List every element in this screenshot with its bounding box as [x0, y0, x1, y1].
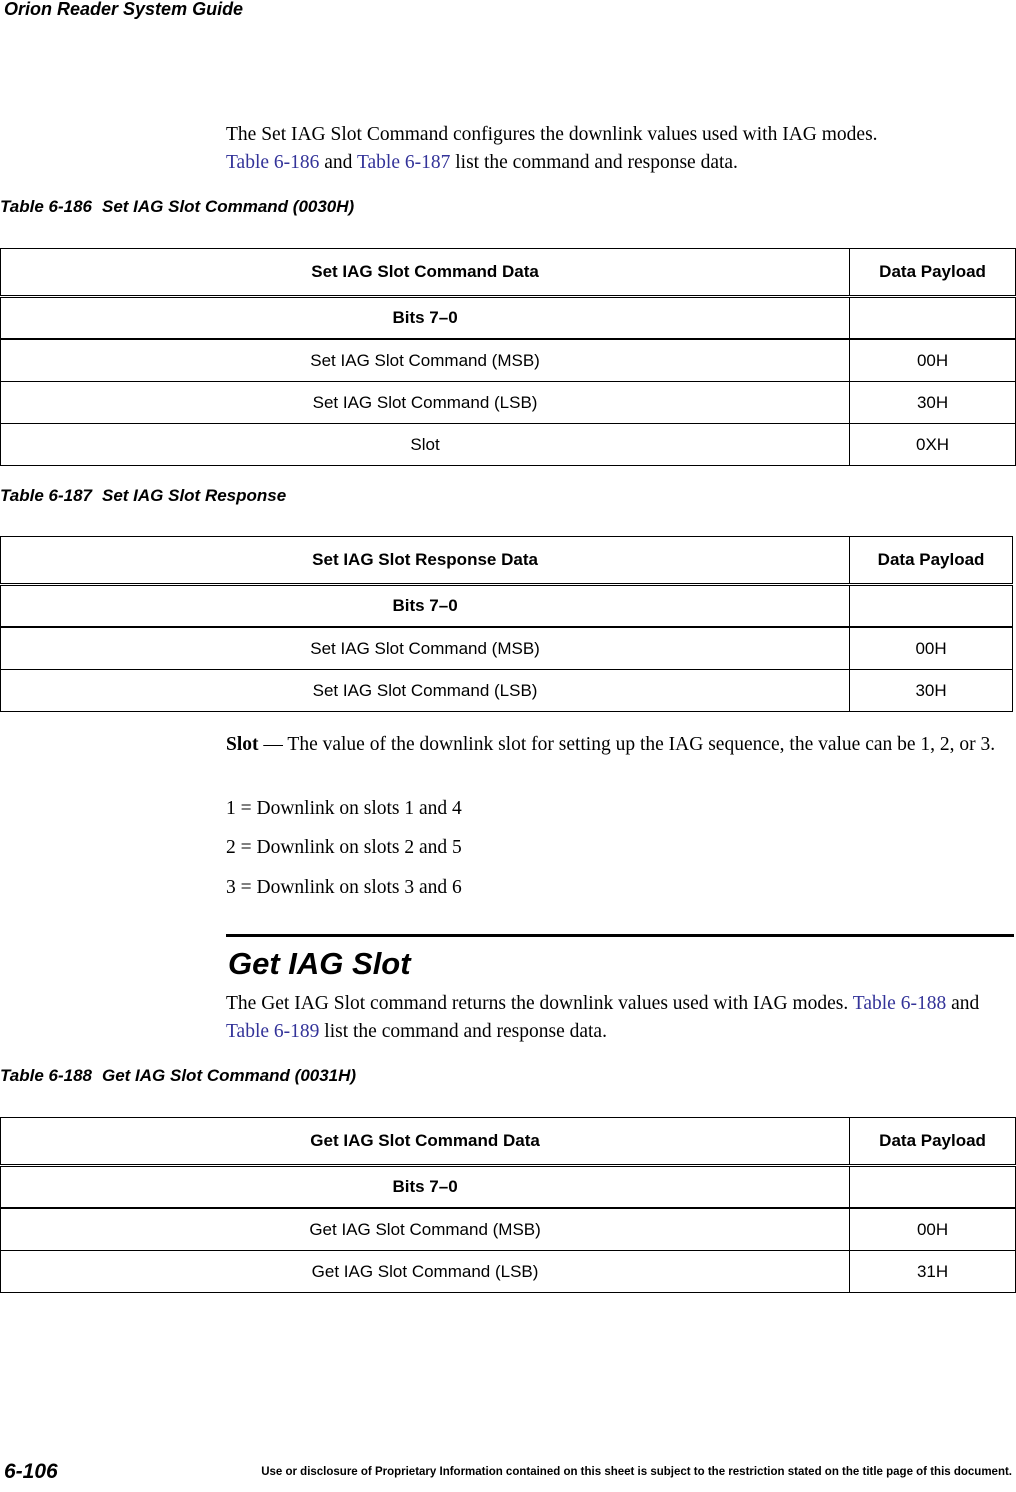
row-value: 00H [850, 339, 1016, 382]
row-label: Set IAG Slot Command (LSB) [1, 382, 850, 424]
row-value: 31H [850, 1251, 1016, 1293]
section-heading: Get IAG Slot [228, 946, 411, 981]
intro-text-3: list the command and response data. [450, 152, 738, 173]
row-value: 30H [850, 670, 1013, 712]
table-187-bits-header: Bits 7–0 [1, 585, 850, 628]
table-186-col2-header: Data Payload [850, 249, 1016, 297]
table-row [1, 670, 1013, 712]
link-table-6-189[interactable]: Table 6-189 [226, 1021, 320, 1042]
table-row [1, 627, 1013, 670]
row-value: 30H [850, 382, 1016, 424]
table-186-bits-header: Bits 7–0 [1, 297, 850, 340]
table-186-caption [0, 197, 354, 217]
row-label: Slot [1, 424, 850, 466]
table-row [1, 1251, 1016, 1293]
table-187-caption [0, 486, 286, 506]
table-188-bits-header: Bits 7–0 [1, 1166, 850, 1209]
caption-number: Table 6-186 [0, 197, 92, 216]
proprietary-notice: Use or disclosure of Proprietary Information contained on this sheet is subject to the restriction stated on the title page of this document. [261, 1466, 1012, 1478]
table-188-col2-header: Data Payload [850, 1118, 1016, 1166]
slot-description [226, 731, 1012, 759]
section-rule [226, 934, 1014, 937]
intro-text-1: The Set IAG Slot Command configures the downlink values used with IAG modes. [226, 124, 878, 145]
table-187-bits-empty [850, 585, 1013, 628]
running-header: Orion Reader System Guide [4, 0, 244, 19]
caption-title: Set IAG Slot Response [101, 486, 287, 505]
caption-title: Get IAG Slot Command (0031H) [101, 1066, 357, 1085]
row-value: 00H [850, 627, 1013, 670]
section-text-1: The Get IAG Slot command returns the downlink values used with IAG modes. [226, 993, 853, 1014]
table-187 [0, 536, 1013, 712]
table-187-col1-header: Set IAG Slot Response Data [1, 537, 850, 585]
slot-text: — The value of the downlink slot for setting up the IAG sequence, the value can be 1, 2, or 3. [258, 734, 996, 755]
table-188-caption [0, 1066, 356, 1086]
table-row [1, 382, 1016, 424]
link-table-6-186[interactable]: Table 6-186 [226, 152, 320, 173]
row-label: Set IAG Slot Command (MSB) [1, 339, 850, 382]
row-label: Set IAG Slot Command (MSB) [1, 627, 850, 670]
intro-text-2: and [319, 152, 357, 173]
slot-option-1: 1 = Downlink on slots 1 and 4 [226, 798, 462, 819]
link-table-6-187[interactable]: Table 6-187 [356, 152, 451, 173]
table-row [1, 1208, 1016, 1251]
table-186-col1-header: Set IAG Slot Command Data [1, 249, 850, 297]
table-186-bits-empty [850, 297, 1016, 340]
link-table-6-188[interactable]: Table 6-188 [852, 993, 947, 1014]
table-186 [0, 248, 1016, 466]
table-188-col1-header: Get IAG Slot Command Data [1, 1118, 850, 1166]
caption-number: Table 6-187 [0, 486, 92, 505]
row-label: Get IAG Slot Command (MSB) [1, 1208, 850, 1251]
slot-term: Slot [226, 734, 259, 755]
row-label: Get IAG Slot Command (LSB) [1, 1251, 850, 1293]
intro-paragraph [226, 121, 1012, 177]
table-188-bits-empty [850, 1166, 1016, 1209]
table-187-col2-header: Data Payload [850, 537, 1013, 585]
table-188 [0, 1117, 1016, 1293]
row-value: 0XH [850, 424, 1016, 466]
section-text-3: list the command and response data. [319, 1021, 607, 1042]
caption-number: Table 6-188 [0, 1066, 92, 1085]
table-row [1, 424, 1016, 466]
table-row [1, 339, 1016, 382]
section-text-2: and [946, 993, 980, 1014]
slot-option-3: 3 = Downlink on slots 3 and 6 [226, 877, 462, 898]
row-value: 00H [850, 1208, 1016, 1251]
page-number: 6-106 [4, 1460, 58, 1483]
section-paragraph [226, 990, 1012, 1046]
row-label: Set IAG Slot Command (LSB) [1, 670, 850, 712]
caption-title: Set IAG Slot Command (0030H) [101, 197, 355, 216]
slot-option-2: 2 = Downlink on slots 2 and 5 [226, 837, 462, 858]
